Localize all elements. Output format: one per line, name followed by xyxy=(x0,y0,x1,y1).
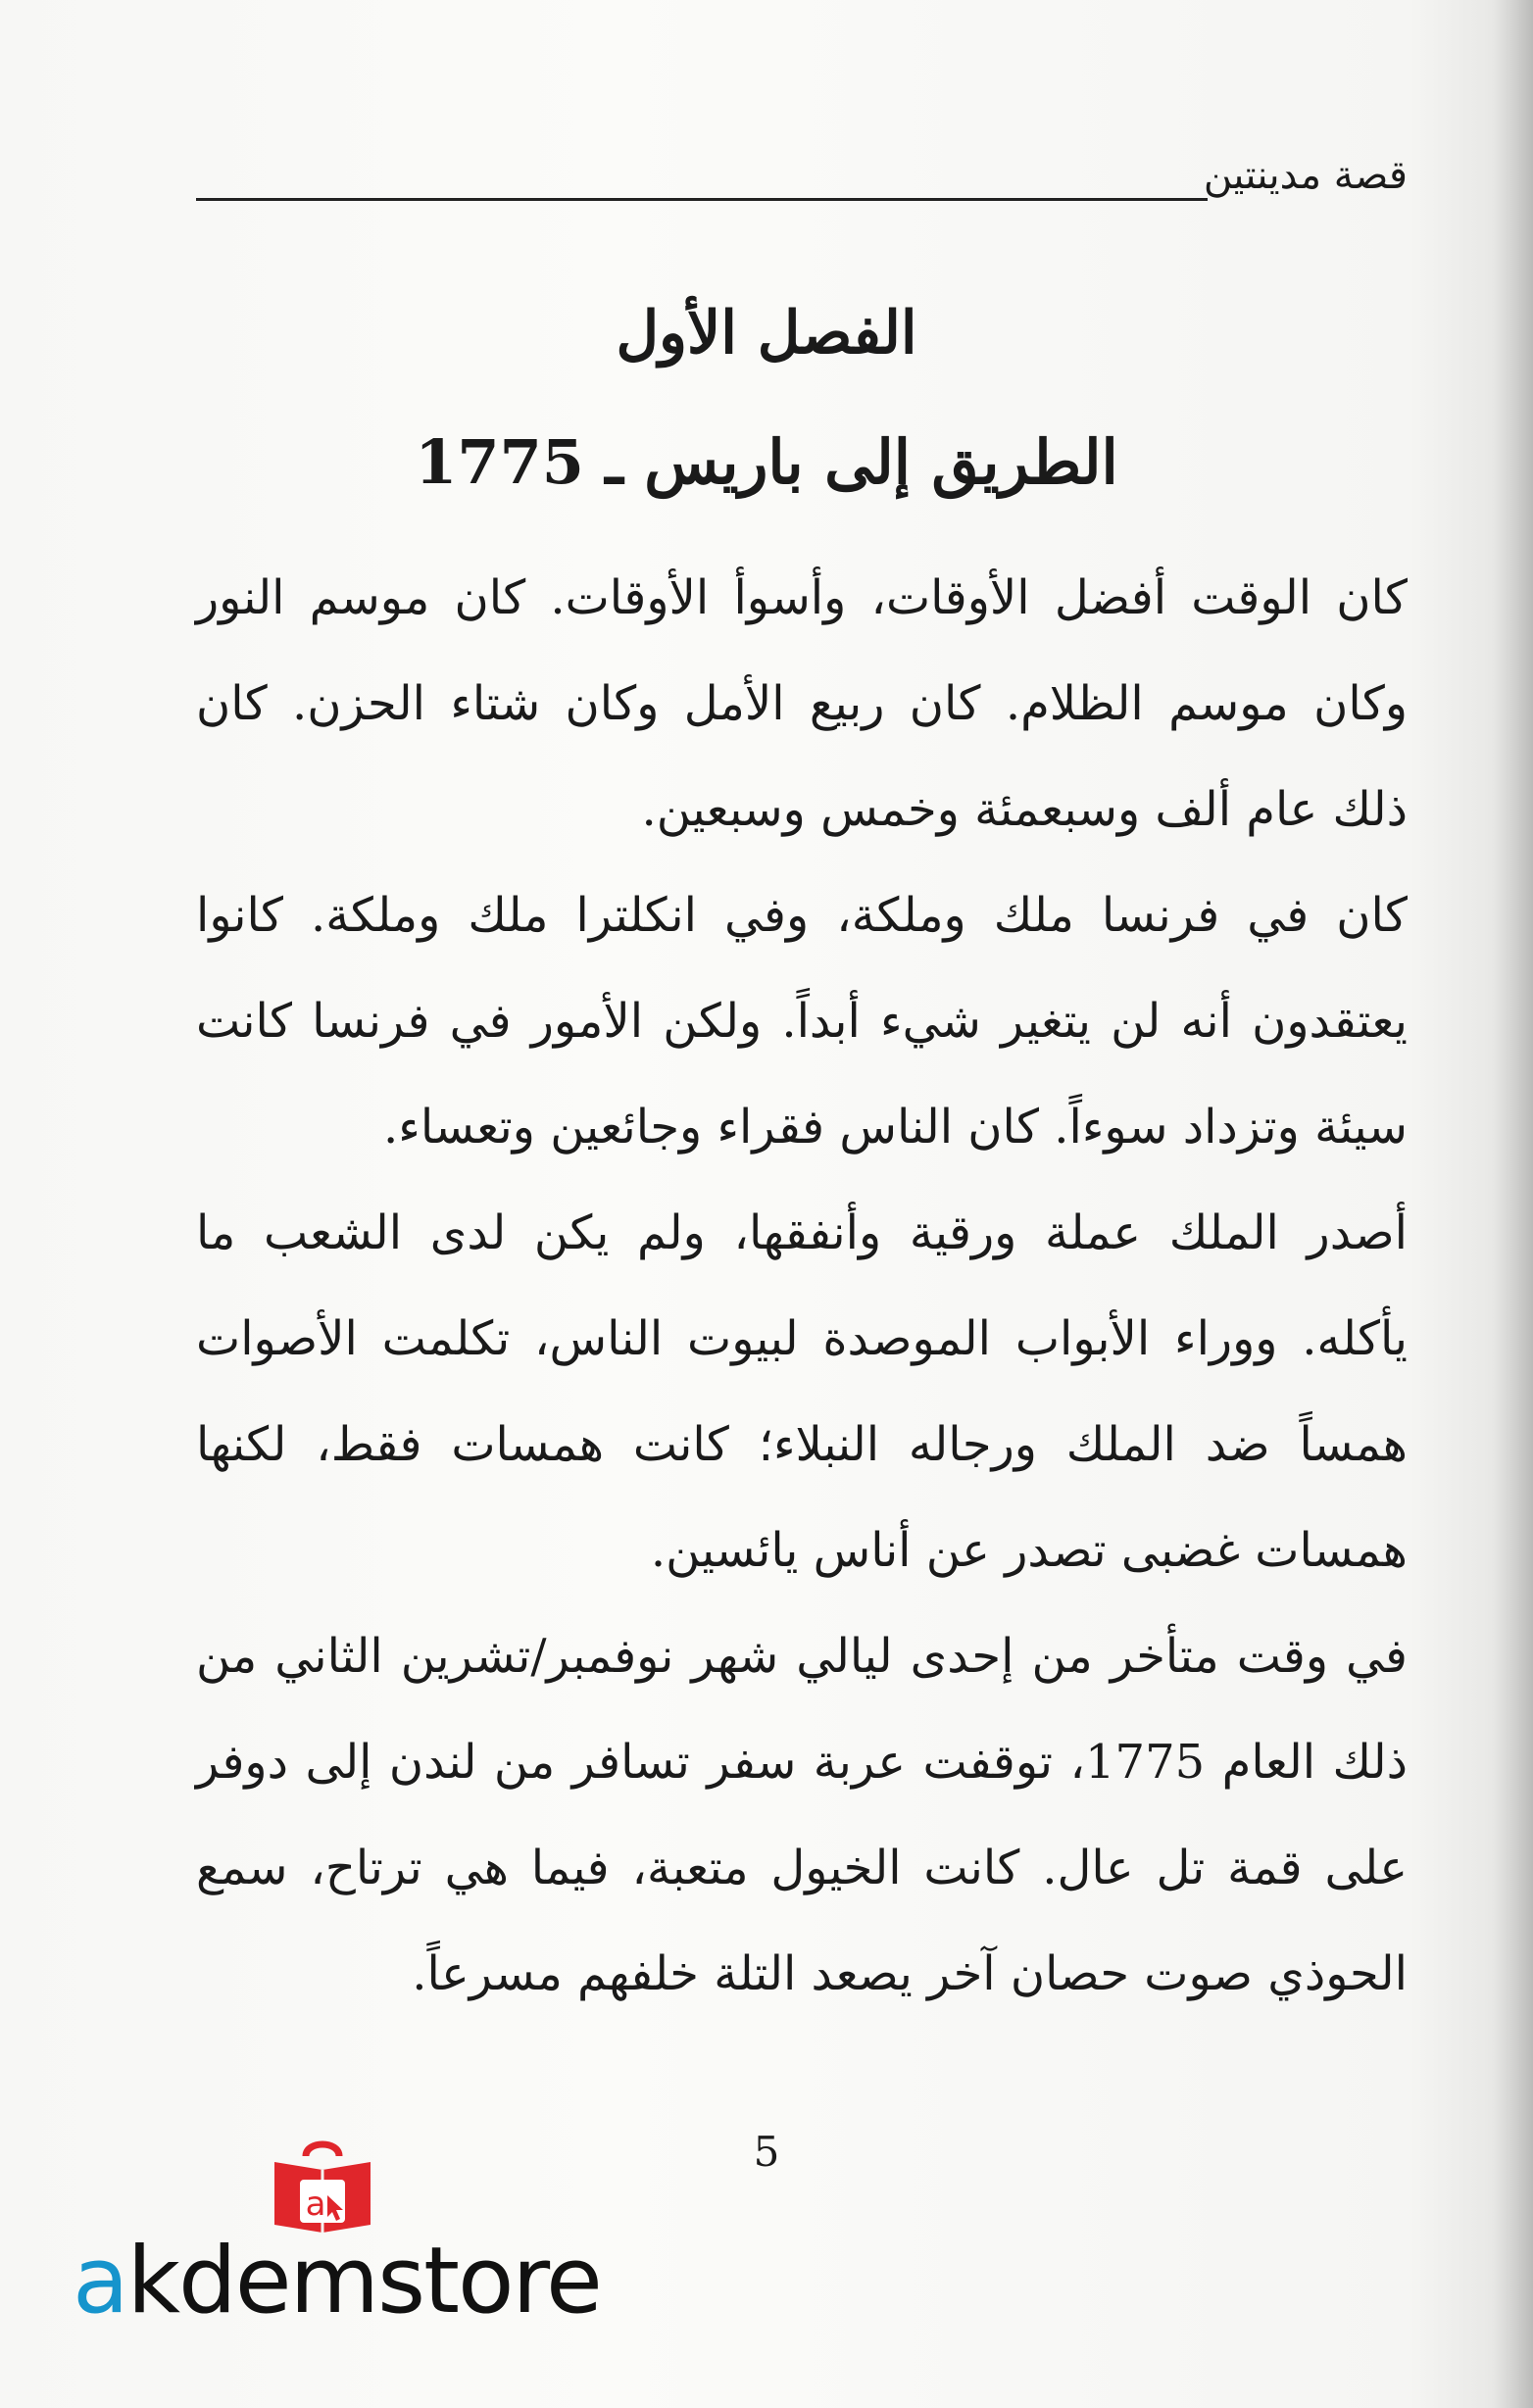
page-number: 5 xyxy=(753,2128,780,2176)
header-rule xyxy=(196,198,1208,201)
akdemstore-wordmark xyxy=(73,2228,601,2334)
chapter-title: الفصل الأول xyxy=(616,299,917,368)
body-text xyxy=(196,545,1408,2027)
paragraph-1: كان الوقت أفضل الأوقات، وأسوأ الأوقات. كان موسم النور وكان موسم الظلام. كان ربيع الأمل وكان شتاء الحزن. كان ذلك عام ألف وسبعمئة وخمس وسبعين. xyxy=(196,570,1408,837)
wordmark-rest: kdemstore xyxy=(126,2228,601,2334)
akdemstore-watermark xyxy=(73,2137,601,2334)
running-header xyxy=(196,147,1408,206)
svg-text:a: a xyxy=(305,2185,326,2224)
running-header-title: قصة مدينتين xyxy=(1203,153,1408,198)
shopping-book-icon xyxy=(267,2137,378,2238)
paragraph-3: أصدر الملك عملة ورقية وأنفقها، ولم يكن لدى الشعب ما يأكله. ووراء الأبواب الموصدة لبيوت الناس، تكلمت الأصوات همساً ضد الملك ورجاله النبلاء؛ كانت همسات فقط، لكنها همسات غضبى تصدر عن أناس يائسين. xyxy=(196,1205,1408,1578)
paragraph-2: كان في فرنسا ملك وملكة، وفي انكلترا ملك وملكة. كانوا يعتقدون أنه لن يتغير شيء أبداً. ولكن الأمور في فرنسا كانت سيئة وتزداد سوءاً. كان الناس فقراء وجائعين وتعساء. xyxy=(196,888,1409,1155)
wordmark-accent-letter: a xyxy=(73,2228,127,2334)
chapter-subtitle: الطريق إلى باريس ـ 1775 xyxy=(415,426,1118,498)
paragraph-4: في وقت متأخر من إحدى ليالي شهر نوفمبر/تشرين الثاني من ذلك العام 1775، توقفت عربة سفر تسافر من لندن إلى دوفر على قمة تل عال. كانت الخيول متعبة، فيما هي ترتاح، سمع الحوذي صوت حصان آخر يصعد التلة خلفهم مسرعاً. xyxy=(196,1629,1409,2001)
